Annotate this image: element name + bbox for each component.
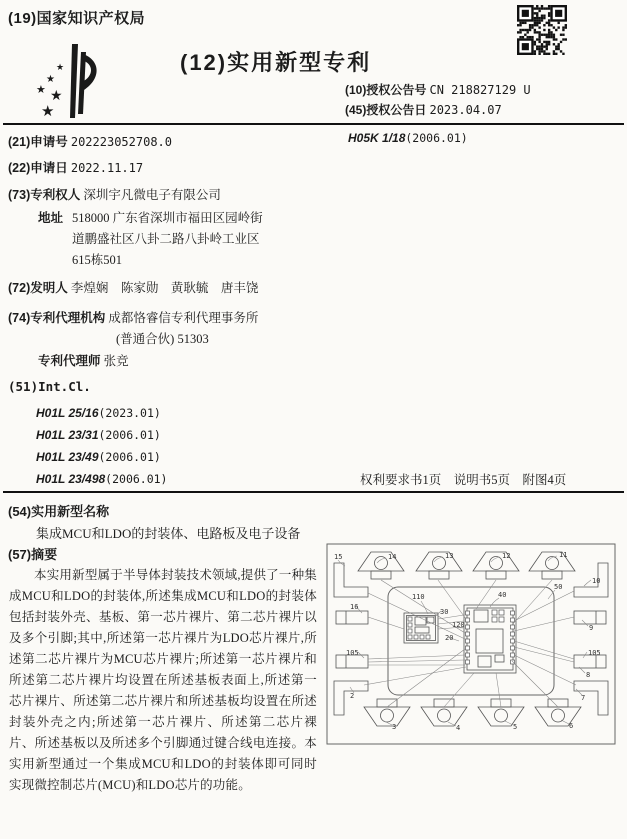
document-type-title: (12)实用新型专利 bbox=[180, 50, 372, 75]
header-divider bbox=[3, 123, 624, 125]
application-number-label: (21)申请号 bbox=[8, 135, 68, 149]
figure-ref-12: 12 bbox=[502, 552, 511, 560]
intcl-code: H01L 25/16 bbox=[36, 406, 99, 420]
publication-number-label: (10)授权公告号 bbox=[345, 83, 427, 97]
figure-ref-13: 13 bbox=[445, 552, 454, 560]
figure-ref-6: 6 bbox=[569, 722, 574, 730]
intcl-date: (2006.01) bbox=[98, 450, 161, 464]
publication-date-row bbox=[345, 100, 502, 120]
agency-label: (74)专利代理机构 bbox=[8, 311, 106, 325]
figure-ref-5: 5 bbox=[513, 723, 518, 731]
pages-info: 权利要求书1页 说明书5页 附图4页 bbox=[360, 473, 567, 487]
utility-title: 集成MCU和LDO的封装体、电路板及电子设备 bbox=[36, 526, 301, 541]
figure-ref-50: 50 bbox=[554, 583, 563, 591]
bottom-pins bbox=[364, 699, 581, 726]
address-block bbox=[72, 208, 322, 271]
intcl-entry bbox=[36, 424, 167, 446]
figure-ref-110: 110 bbox=[412, 593, 425, 601]
address-line: 518000 广东省深圳市福田区园岭街 bbox=[72, 211, 263, 225]
agent-name: 张竞 bbox=[103, 354, 129, 368]
figure-ref-40: 40 bbox=[498, 591, 507, 599]
application-number: 202223052708.0 bbox=[70, 135, 173, 149]
logo-star-icon: ★ bbox=[50, 89, 63, 104]
publication-date-label: (45)授权公告日 bbox=[345, 103, 427, 117]
figure-ref-3: 3 bbox=[392, 723, 397, 731]
logo-star-icon: ★ bbox=[41, 104, 55, 120]
filing-date: 2022.11.17 bbox=[70, 161, 144, 175]
issuing-office: (19)国家知识产权局 bbox=[8, 10, 146, 27]
publication-number: CN 218827129 U bbox=[429, 83, 531, 97]
patentee-name: 深圳宇凡微电子有限公司 bbox=[83, 188, 221, 202]
address-label: 地址 bbox=[38, 211, 64, 225]
figure-ref-4: 4 bbox=[456, 724, 461, 732]
intcl-entry-right bbox=[348, 131, 468, 146]
figure-ref-2: 2 bbox=[350, 692, 355, 700]
patent-figure bbox=[326, 543, 616, 745]
filing-date-row bbox=[8, 158, 143, 176]
intcl-entry bbox=[36, 446, 167, 468]
intcl-entry bbox=[36, 402, 167, 424]
intcl-list bbox=[36, 402, 167, 490]
publication-number-row bbox=[345, 80, 531, 100]
intcl-label: (51)Int.Cl. bbox=[8, 379, 91, 394]
logo-star-icon: ★ bbox=[46, 74, 55, 85]
patentee-label: (73)专利权人 bbox=[8, 188, 81, 202]
inventors-label: (72)发明人 bbox=[8, 281, 68, 295]
figure-ref-20: 20 bbox=[445, 634, 454, 642]
side-pins bbox=[334, 563, 608, 715]
mcu-die bbox=[464, 605, 516, 673]
application-number-row bbox=[8, 132, 172, 150]
figure-ref-9: 9 bbox=[589, 624, 594, 632]
intcl-date: (2006.01) bbox=[98, 428, 161, 442]
agency-row bbox=[8, 308, 258, 326]
figure-ref-120: 120 bbox=[452, 621, 465, 629]
abstract-text: 本实用新型属于半导体封装技术领域,提供了一种集成MCU和LDO的封装体,所述集成MCU和LDO的封装体包括封装外壳、基板、第一芯片裸片、第二芯片裸片以及多个引脚;其中,所述第一芯片裸片为LDO芯片裸片,所述第二芯片裸片为MCU芯片裸片;所述第一芯片裸片和所述第二芯片裸片均设置在所述基板表面上,所述第一芯片裸片、所述第二芯片裸片和所述基板均设置在所述封装外壳之内;所述第一芯片裸片、所述第二芯片裸片、所述基板以及所述多个引脚通过键合线电连接。本实用新型通过一个集成MCU和LDO的封装体即可同时实现微控制芯片(MCU)和LDO芯片的功能。 bbox=[9, 568, 317, 792]
agency-line2: (普通合伙) 51303 bbox=[116, 332, 209, 346]
figure-ref-105: 105 bbox=[346, 649, 359, 657]
package-outline bbox=[388, 587, 554, 695]
agent-label: 专利代理师 bbox=[38, 354, 101, 368]
intcl-entry bbox=[36, 468, 167, 490]
patentee-row bbox=[8, 185, 221, 203]
figure-ref-15: 15 bbox=[334, 553, 343, 561]
figure-ref-14: 14 bbox=[388, 553, 397, 561]
intcl-date: (2006.01) bbox=[405, 131, 468, 145]
logo-star-icon: ★ bbox=[56, 62, 65, 72]
intcl-code: H01L 23/49 bbox=[36, 450, 99, 464]
inventors-row bbox=[8, 278, 258, 296]
intcl-code: H01L 23/498 bbox=[36, 472, 106, 486]
section-divider bbox=[3, 491, 624, 493]
figure-ref-11: 11 bbox=[559, 551, 568, 559]
intcl-date: (2023.01) bbox=[98, 406, 161, 420]
abstract-label: (57)摘要 bbox=[8, 547, 58, 562]
publication-date: 2023.04.07 bbox=[429, 103, 502, 117]
intcl-code: H01L 23/31 bbox=[36, 428, 99, 442]
figure-ref-16: 16 bbox=[350, 603, 359, 611]
figure-ref-7: 7 bbox=[581, 694, 586, 702]
logo-star-icon: ★ bbox=[36, 84, 46, 96]
agent-row bbox=[38, 351, 129, 369]
address-line: 道鹏盛社区八卦二路八卦岭工业区 bbox=[72, 232, 260, 246]
address-line: 615栋501 bbox=[72, 253, 123, 267]
figure-ref-8: 8 bbox=[586, 671, 591, 679]
utility-title-label: (54)实用新型名称 bbox=[8, 504, 110, 519]
filing-date-label: (22)申请日 bbox=[8, 161, 68, 175]
callout-lines bbox=[338, 556, 594, 726]
qr-code bbox=[517, 5, 567, 55]
cnipa-logo bbox=[28, 38, 108, 124]
ldo-die bbox=[404, 613, 438, 643]
figure-ref-30: 30 bbox=[440, 608, 449, 616]
intcl-date: (2006.01) bbox=[105, 472, 168, 486]
intcl-code: H05K 1/18 bbox=[348, 131, 406, 145]
inventors-names: 李煌娴 陈家勋 黄耿毓 唐丰饶 bbox=[70, 281, 259, 295]
figure-ref-105: 105 bbox=[588, 649, 601, 657]
figure-ref-10: 10 bbox=[592, 577, 601, 585]
figure-outer-frame bbox=[327, 544, 615, 744]
agency-name: 成都恪睿信专利代理事务所 bbox=[108, 311, 259, 325]
